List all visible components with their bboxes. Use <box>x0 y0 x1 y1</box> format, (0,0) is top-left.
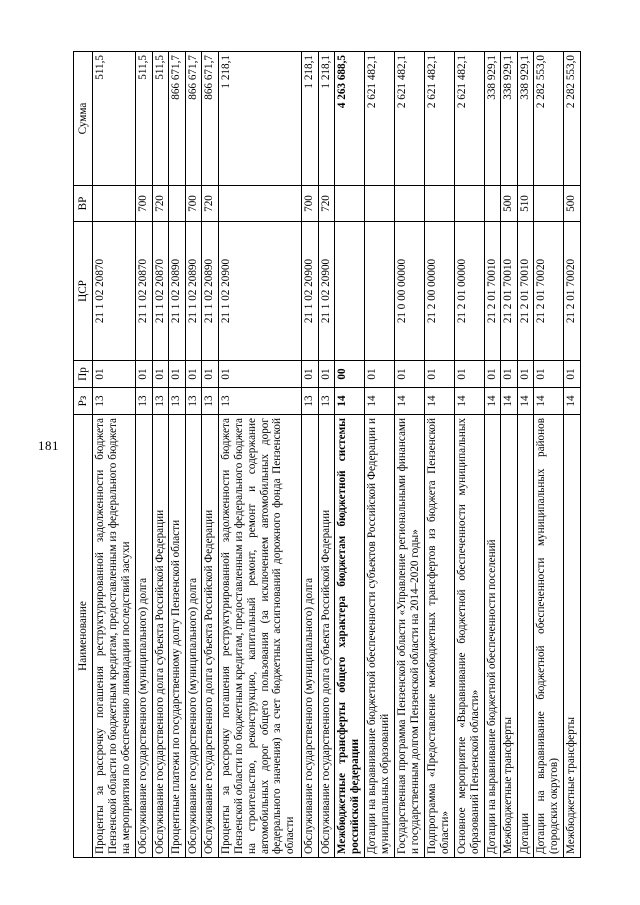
table-row <box>93 52 136 858</box>
row-pr: 01 <box>484 361 501 388</box>
row-rz: 13 <box>93 388 136 415</box>
row-csr: 21 1 02 20900 <box>218 222 302 361</box>
row-csr: 21 1 02 20890 <box>169 222 186 361</box>
table-row <box>484 52 501 858</box>
row-rz: 14 <box>395 388 425 415</box>
header-name: Наименование <box>74 415 93 858</box>
row-name: Обслуживание государственного (муниципального) долга <box>185 415 202 858</box>
row-rz: 14 <box>425 388 455 415</box>
row-csr: 21 1 02 20900 <box>318 222 335 361</box>
table-row <box>218 52 302 858</box>
row-pr: 01 <box>425 361 455 388</box>
table-row <box>395 52 425 858</box>
table-row <box>564 52 581 858</box>
row-name: Межбюджетные трансферты <box>564 415 581 858</box>
table-row <box>185 52 202 858</box>
row-pr: 01 <box>365 361 395 388</box>
row-sum: 2 621 482,1 <box>395 52 425 186</box>
row-pr: 01 <box>185 361 202 388</box>
row-csr <box>365 222 395 361</box>
row-pr: 01 <box>395 361 425 388</box>
row-rz: 13 <box>218 388 302 415</box>
row-sum: 2 621 482,1 <box>455 52 485 186</box>
row-csr: 21 2 01 70010 <box>517 222 534 361</box>
table-row <box>169 52 186 858</box>
row-vr: 500 <box>501 186 518 222</box>
row-csr: 21 2 01 70010 <box>484 222 501 361</box>
row-vr <box>365 186 395 222</box>
header-csr: ЦСР <box>74 222 93 361</box>
row-pr: 01 <box>534 361 564 388</box>
row-csr: 21 1 02 20870 <box>152 222 169 361</box>
row-name: Проценты за рассрочку погашения реструктурированной задолженности бюджета Пензенской области по бюджетным кредитам, предоставленным из федерального бюджета на строительство, реконструкцию, капитальный ремонт, ремонт и содержание автомобильных дорог общего пользования (за исключением автомобильных дорог федерального значения) за счет бюджетных ассигнований дорожного фонда Пензенской области <box>218 415 302 858</box>
row-rz: 14 <box>365 388 395 415</box>
row-vr: 700 <box>302 186 319 222</box>
table-row <box>335 52 365 858</box>
row-vr: 720 <box>202 186 219 222</box>
row-name: Государственная программа Пензенской области «Управление региональными финансами и государственным долгом Пензенской области на 2014–2020 годы» <box>395 415 425 858</box>
row-sum: 1 218,1 <box>302 52 319 186</box>
rotated-table-wrapper <box>73 52 581 858</box>
row-rz: 14 <box>517 388 534 415</box>
row-vr <box>335 186 365 222</box>
table-body <box>93 52 581 858</box>
row-pr: 01 <box>218 361 302 388</box>
table-row <box>318 52 335 858</box>
page-number: 181 <box>38 438 59 453</box>
row-sum: 1 218,1 <box>318 52 335 186</box>
row-name: Обслуживание государственного (муниципального) долга <box>302 415 319 858</box>
row-name: Проценты за рассрочку погашения реструктурированной задолженности бюджета Пензенской области по бюджетным кредитам, предоставленным из федерального бюджета на мероприятия по обеспечению ликвидации последствий засухи <box>93 415 136 858</box>
row-sum: 511,5 <box>136 52 153 186</box>
row-csr <box>335 222 365 361</box>
row-vr <box>169 186 186 222</box>
row-csr: 21 1 02 20870 <box>136 222 153 361</box>
row-rz: 13 <box>302 388 319 415</box>
row-vr: 510 <box>517 186 534 222</box>
row-vr <box>455 186 485 222</box>
row-rz: 13 <box>152 388 169 415</box>
row-vr: 700 <box>136 186 153 222</box>
table-row <box>136 52 153 858</box>
row-pr: 00 <box>335 361 365 388</box>
row-rz: 14 <box>335 388 365 415</box>
header-pr: Пр <box>74 361 93 388</box>
row-csr: 21 1 02 20900 <box>302 222 319 361</box>
row-sum: 4 263 688,5 <box>335 52 365 186</box>
row-name: Обслуживание государственного долга субъекта Российской Федерации <box>152 415 169 858</box>
row-sum: 338 929,1 <box>484 52 501 186</box>
row-name: Обслуживание государственного долга субъекта Российской Федерации <box>202 415 219 858</box>
row-pr: 01 <box>169 361 186 388</box>
row-name: Основное мероприятие «Выравнивание бюджетной обеспеченности муниципальных образований Пензенской области» <box>455 415 485 858</box>
row-sum: 2 621 482,1 <box>425 52 455 186</box>
row-rz: 13 <box>169 388 186 415</box>
row-sum: 2 282 553,0 <box>564 52 581 186</box>
row-name: Подпрограмма «Предоставление межбюджетных трансфертов из бюджета Пензенской области» <box>425 415 455 858</box>
row-name: Межбюджетные трансферты <box>501 415 518 858</box>
row-csr: 21 2 00 00000 <box>425 222 455 361</box>
row-sum: 338 929,1 <box>517 52 534 186</box>
row-csr: 21 1 02 20890 <box>202 222 219 361</box>
row-name: Дотации на выравнивание бюджетной обеспеченности муниципальных районов (городских округов) <box>534 415 564 858</box>
row-rz: 14 <box>534 388 564 415</box>
row-csr: 21 2 01 70020 <box>534 222 564 361</box>
table-row <box>501 52 518 858</box>
table-row <box>302 52 319 858</box>
row-sum: 511,5 <box>152 52 169 186</box>
row-vr <box>395 186 425 222</box>
table-row <box>455 52 485 858</box>
row-pr: 01 <box>202 361 219 388</box>
row-rz: 14 <box>484 388 501 415</box>
row-sum: 2 282 553,0 <box>534 52 564 186</box>
row-csr: 21 2 01 00000 <box>455 222 485 361</box>
row-pr: 01 <box>93 361 136 388</box>
row-csr: 21 1 02 20890 <box>185 222 202 361</box>
table-row <box>202 52 219 858</box>
row-vr <box>93 186 136 222</box>
row-csr: 21 1 02 20870 <box>93 222 136 361</box>
row-vr: 720 <box>318 186 335 222</box>
row-rz: 14 <box>564 388 581 415</box>
row-sum: 866 671,7 <box>202 52 219 186</box>
row-vr <box>425 186 455 222</box>
table-row <box>517 52 534 858</box>
row-name: Обслуживание государственного (муниципального) долга <box>136 415 153 858</box>
row-rz: 13 <box>202 388 219 415</box>
row-pr: 01 <box>564 361 581 388</box>
row-rz: 13 <box>318 388 335 415</box>
row-name: Обслуживание государственного долга субъекта Российской Федерации <box>318 415 335 858</box>
budget-table <box>73 51 581 858</box>
row-rz: 13 <box>136 388 153 415</box>
row-csr: 21 0 00 00000 <box>395 222 425 361</box>
header-rz: Рз <box>74 388 93 415</box>
row-csr: 21 2 01 70010 <box>501 222 518 361</box>
table-row <box>534 52 564 858</box>
row-name: Процентные платежи по государственному долгу Пензенской области <box>169 415 186 858</box>
row-vr: 500 <box>564 186 581 222</box>
row-vr <box>534 186 564 222</box>
table-header-row <box>74 52 93 858</box>
header-sum: Сумма <box>74 52 93 186</box>
row-sum: 511,5 <box>93 52 136 186</box>
row-vr <box>484 186 501 222</box>
row-sum: 1 218,1 <box>218 52 302 186</box>
table-row <box>152 52 169 858</box>
row-pr: 01 <box>136 361 153 388</box>
table-row <box>425 52 455 858</box>
row-pr: 01 <box>152 361 169 388</box>
row-vr <box>218 186 302 222</box>
row-pr: 01 <box>501 361 518 388</box>
header-vr: ВР <box>74 186 93 222</box>
row-sum: 338 929,1 <box>501 52 518 186</box>
row-pr: 01 <box>318 361 335 388</box>
row-vr: 700 <box>185 186 202 222</box>
row-csr: 21 2 01 70020 <box>564 222 581 361</box>
row-rz: 13 <box>185 388 202 415</box>
row-sum: 866 671,7 <box>185 52 202 186</box>
row-name: Межбюджетные трансферты общего характера бюджетам бюджетной системы российской федерации <box>335 415 365 858</box>
table-row <box>365 52 395 858</box>
row-rz: 14 <box>501 388 518 415</box>
row-name: Дотации на выравнивание бюджетной обеспеченности поселений <box>484 415 501 858</box>
row-pr: 01 <box>517 361 534 388</box>
row-name: Дотации <box>517 415 534 858</box>
row-rz: 14 <box>455 388 485 415</box>
row-pr: 01 <box>455 361 485 388</box>
row-name: Дотации на выравнивание бюджетной обеспеченности субъектов Российской Федерации и муниципальных образований <box>365 415 395 858</box>
row-pr: 01 <box>302 361 319 388</box>
row-sum: 866 671,7 <box>169 52 186 186</box>
row-vr: 720 <box>152 186 169 222</box>
row-sum: 2 621 482,1 <box>365 52 395 186</box>
